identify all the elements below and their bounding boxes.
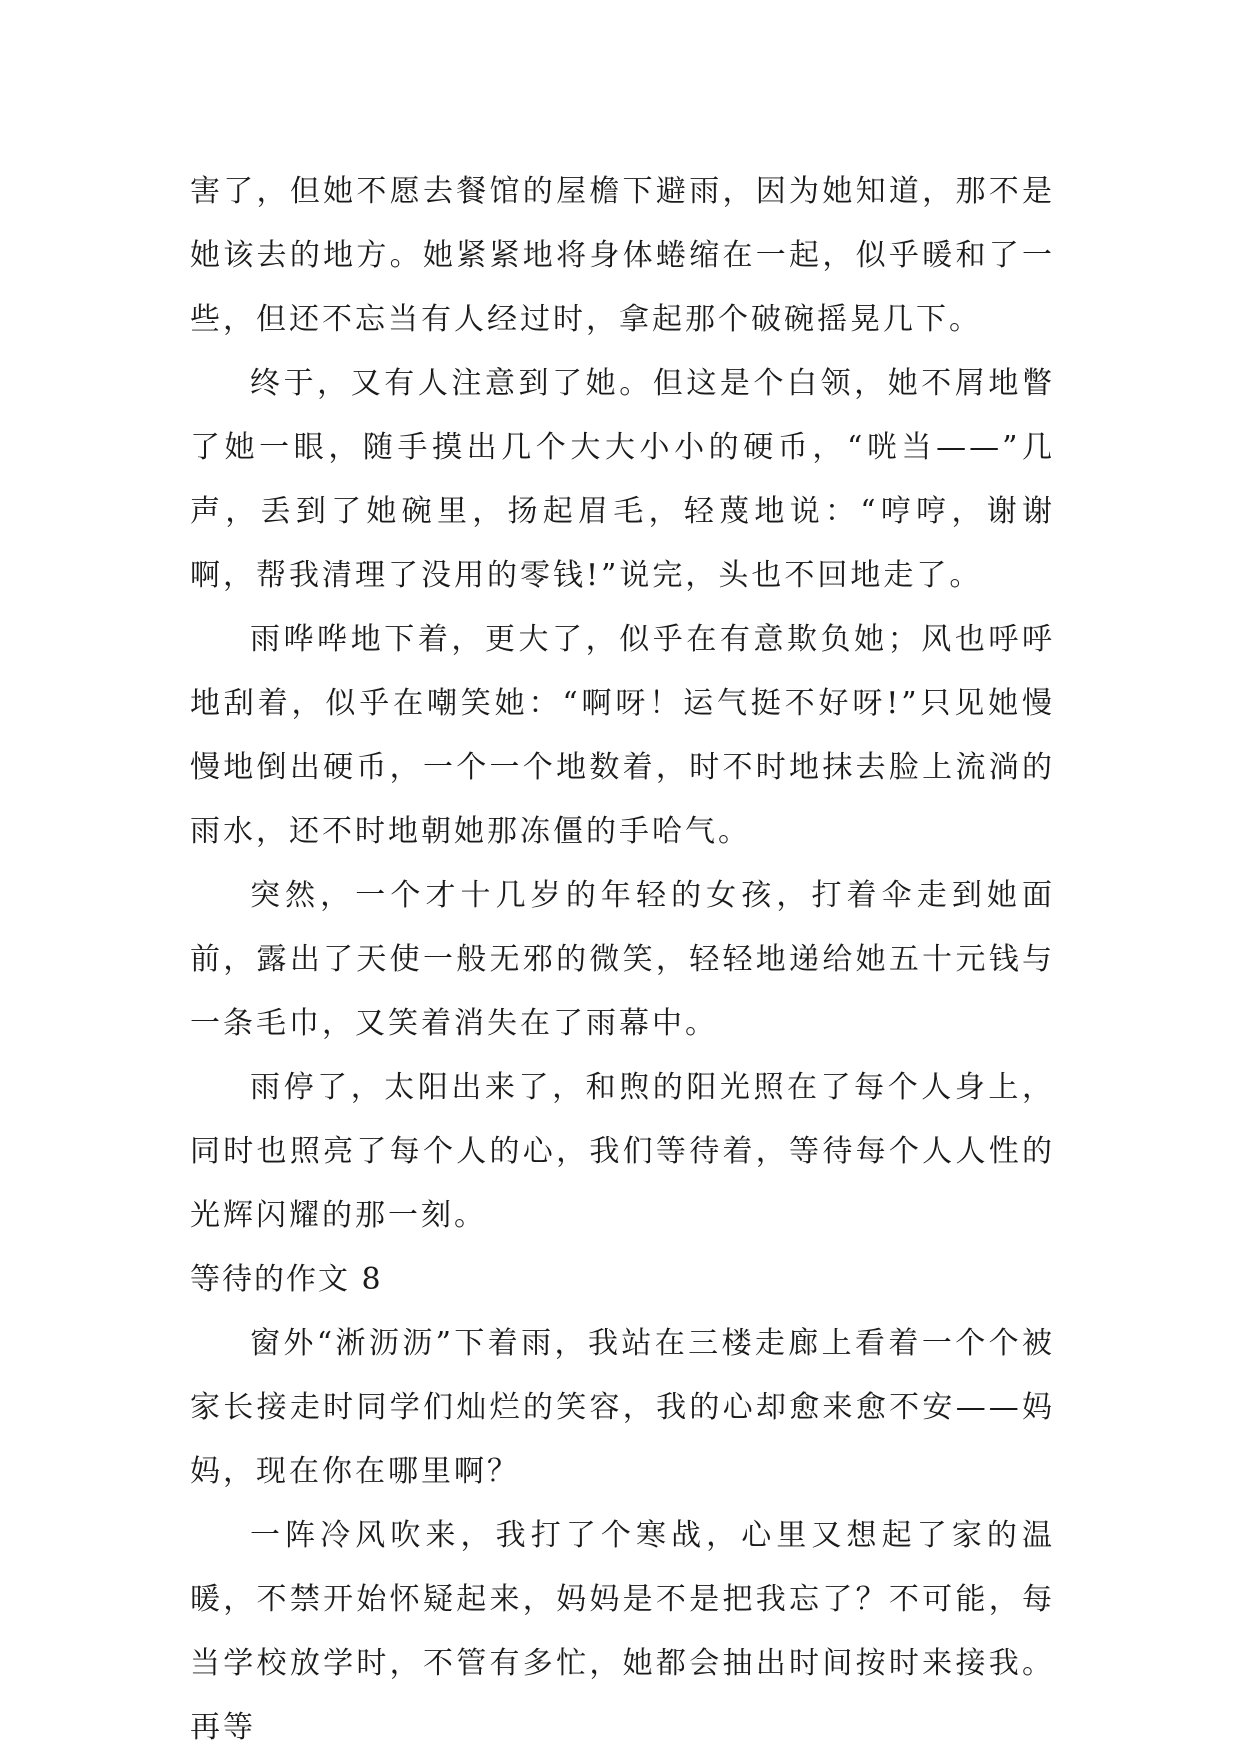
section-heading: 等待的作文 8: [190, 1262, 383, 1297]
document-body: [190, 160, 1055, 1760]
paragraph-continuation: 害了，但她不愿去餐馆的屋檐下避雨，因为她知道，那不是她该去的地方。她紧紧地将身体蜷缩在一起，似乎暖和了一些，但还不忘当有人经过时，拿起那个破碗摇晃几下。: [190, 174, 1055, 337]
paragraph: 终于，又有人注意到了她。但这是个白领，她不屑地瞥了她一眼，随手摸出几个大大小小的硬币，“咣当——”几声，丢到了她碗里，扬起眉毛，轻蔑地说：“哼哼，谢谢啊，帮我清理了没用的零钱!”说完，头也不回地走了。: [190, 366, 1055, 593]
paragraph: 一阵冷风吹来，我打了个寒战，心里又想起了家的温暖，不禁开始怀疑起来，妈妈是不是把我忘了？不可能，每当学校放学时，不管有多忙，她都会抽出时间按时来接我。再等: [190, 1518, 1055, 1745]
paragraph: 突然，一个才十几岁的年轻的女孩，打着伞走到她面前，露出了天使一般无邪的微笑，轻轻地递给她五十元钱与一条毛巾，又笑着消失在了雨幕中。: [190, 878, 1055, 1041]
paragraph: 雨哗哗地下着，更大了，似乎在有意欺负她；风也呼呼地刮着，似乎在嘲笑她：“啊呀！运气挺不好呀!”只见她慢慢地倒出硬币，一个一个地数着，时不时地抹去脸上流淌的雨水，还不时地朝她那冻僵的手哈气。: [190, 622, 1055, 849]
paragraph: 雨停了，太阳出来了，和煦的阳光照在了每个人身上，同时也照亮了每个人的心，我们等待着，等待每个人人性的光辉闪耀的那一刻。: [190, 1070, 1055, 1233]
paragraph: 窗外“淅沥沥”下着雨，我站在三楼走廊上看着一个个被家长接走时同学们灿烂的笑容，我的心却愈来愈不安——妈妈，现在你在哪里啊？: [190, 1326, 1055, 1489]
